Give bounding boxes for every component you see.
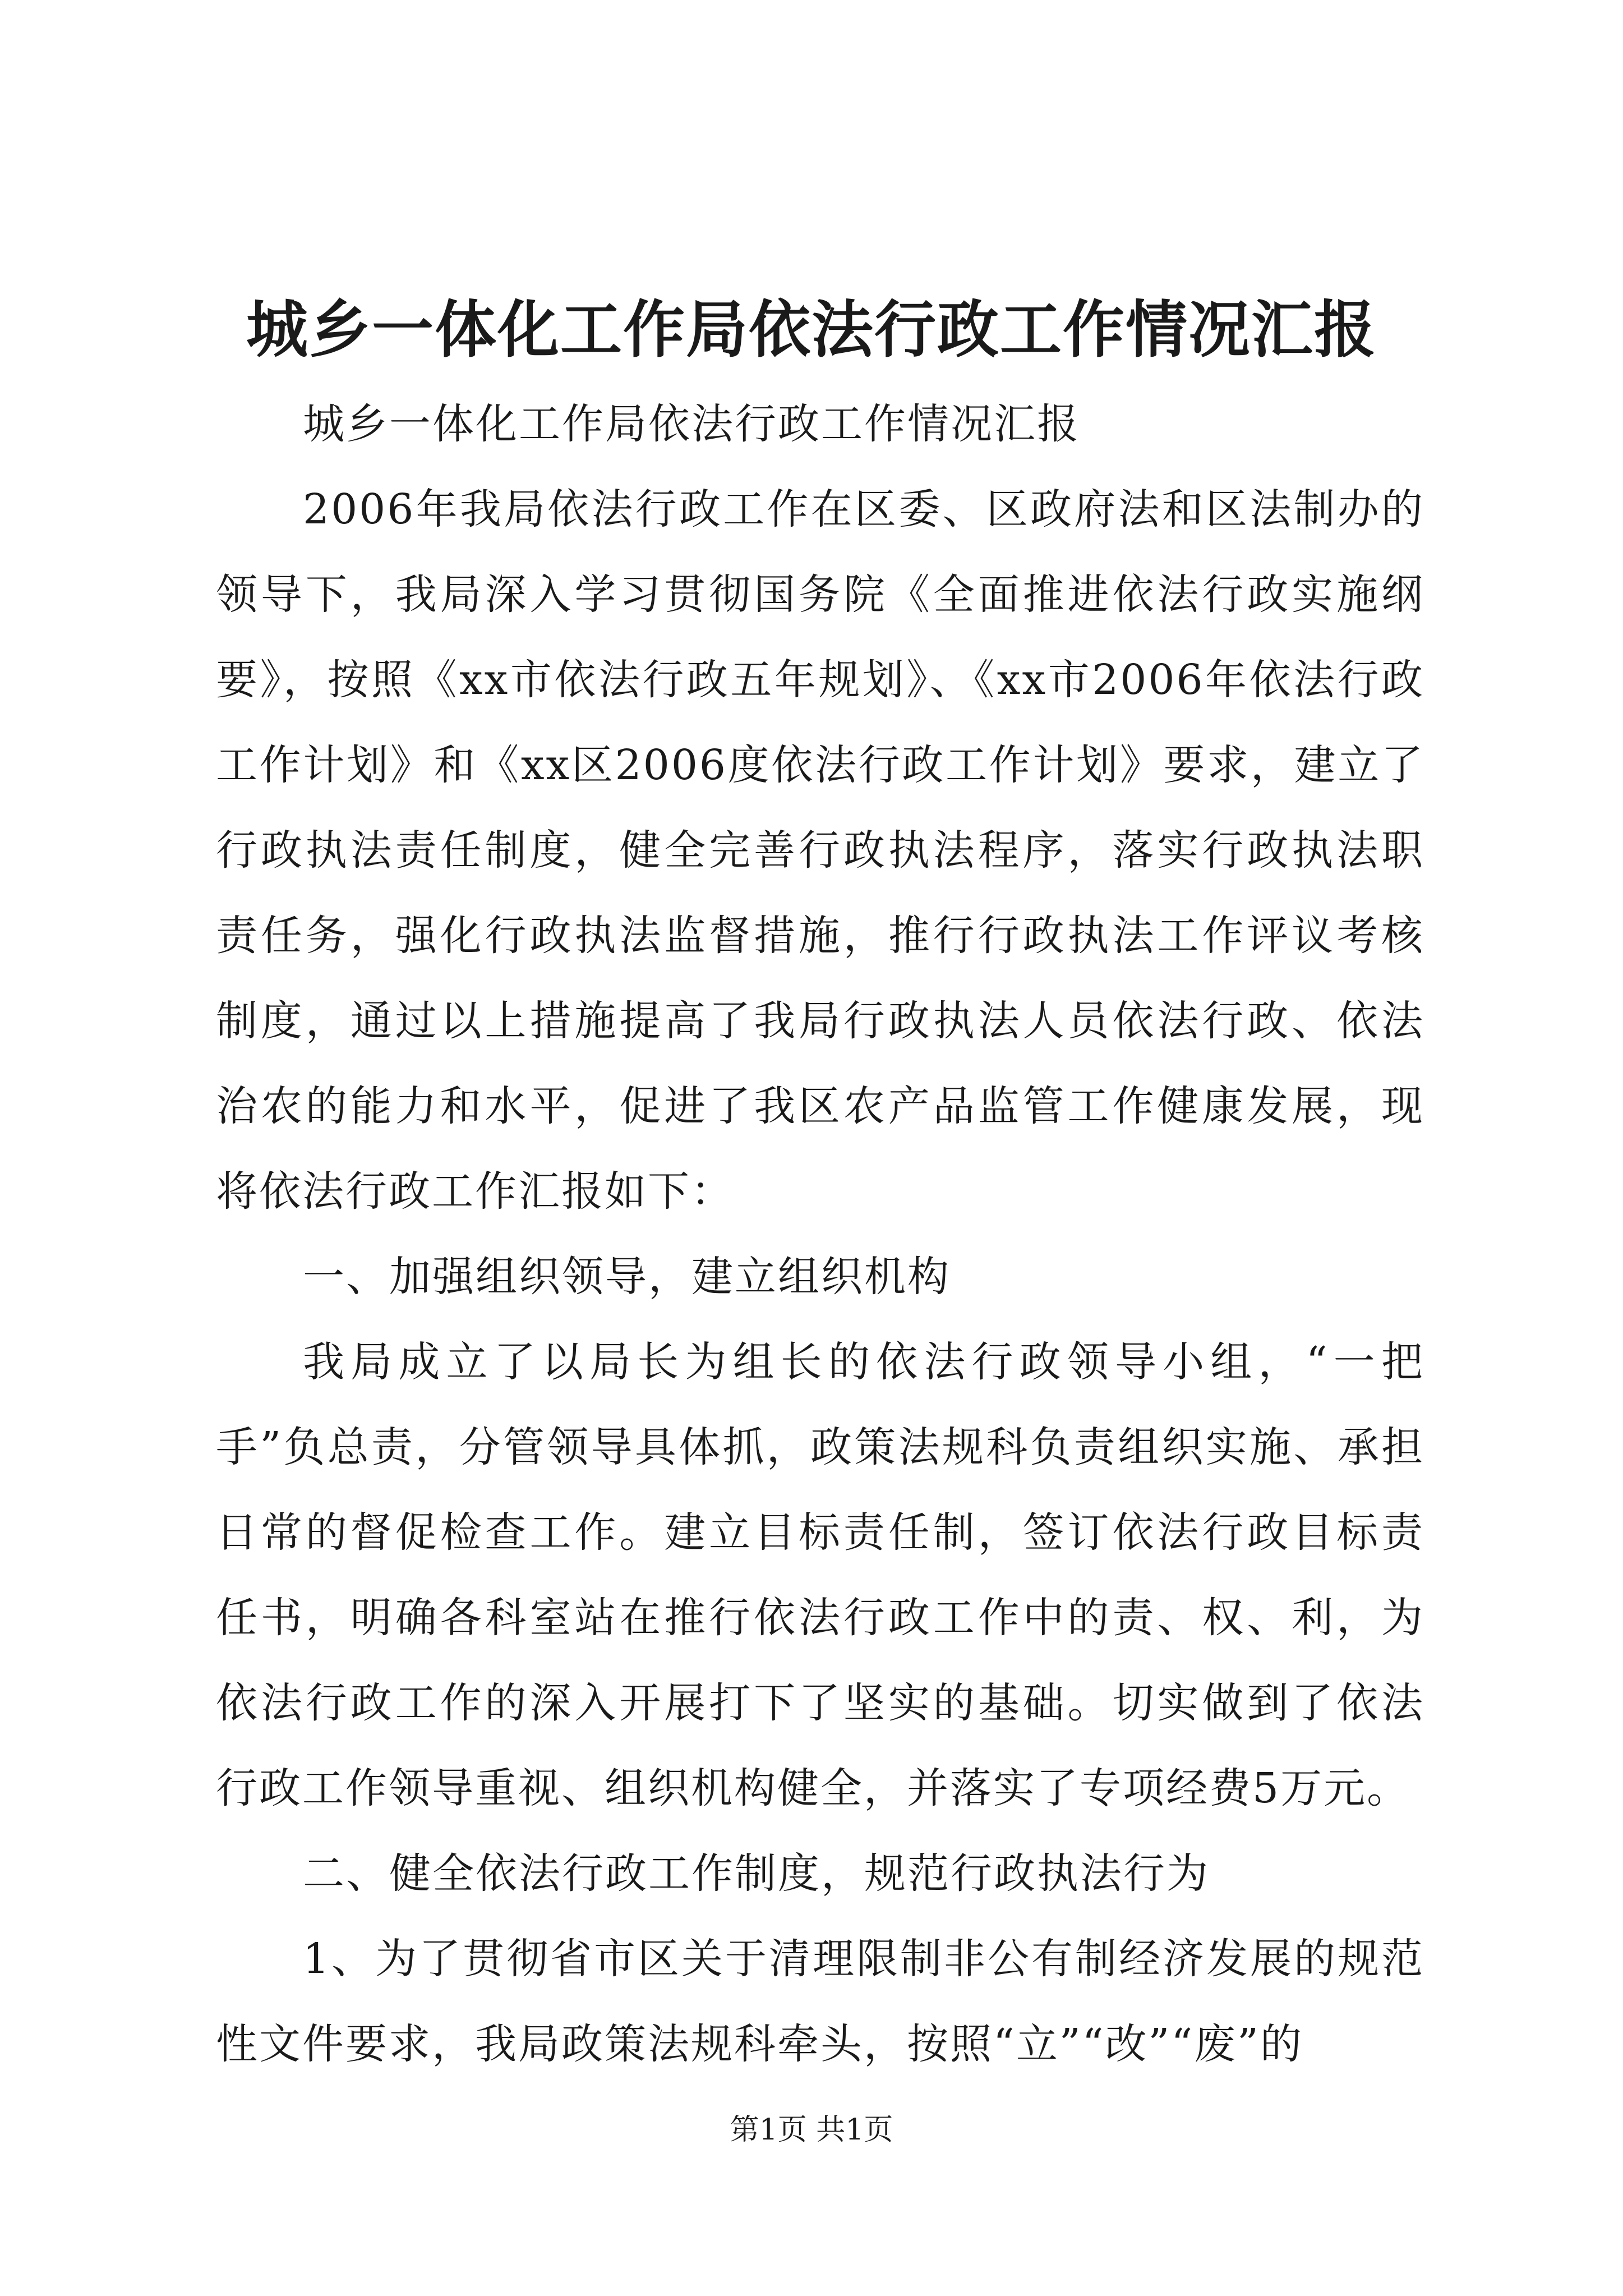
section-heading-1: 一、加强组织领导，建立组织机构	[303, 1253, 951, 1301]
section-heading-2: 二、健全依法行政工作制度，规范行政执法行为	[303, 1849, 1210, 1898]
page-footer: 第1页 共1页	[730, 2113, 893, 2147]
paragraph-section-2-item-1: 1、为了贯彻省市区关于清理限制非公有制经济发展的规范性文件要求，我局政策法规科牵头，按照“立”“改”“废”的	[216, 1935, 1424, 2068]
document-body	[216, 381, 1424, 2087]
subtitle: 城乡一体化工作局依法行政工作情况汇报	[303, 400, 1080, 448]
paragraph-intro: 2006年我局依法行政工作在区委、区政府法和区法制办的领导下，我局深入学习贯彻国务院《全面推进依法行政实施纲要》，按照《xx市依法行政五年规划》、《xx市2006年依法行政工作计划》和《xx区2006度依法行政工作计划》要求，建立了行政执法责任制度，健全完善行政执法程序，落实行政执法职责任务，强化行政执法监督措施，推行行政执法工作评议考核制度，通过以上措施提高了我局行政执法人员依法行政、依法治农的能力和水平，促进了我区农产品监管工作健康发展，现将依法行政工作汇报如下：	[216, 485, 1424, 1216]
document-title: 城乡一体化工作局依法行政工作情况汇报	[246, 293, 1377, 366]
paragraph-section-1: 我局成立了以局长为组长的依法行政领导小组，“一把手”负总责，分管领导具体抓，政策法规科负责组织实施、承担日常的督促检查工作。建立目标责任制，签订依法行政目标责任书，明确各科室站在推行依法行政工作中的责、权、利，为依法行政工作的深入开展打下了坚实的基础。切实做到了依法行政工作领导重视、组织机构健全，并落实了专项经费5万元。	[216, 1338, 1424, 1812]
